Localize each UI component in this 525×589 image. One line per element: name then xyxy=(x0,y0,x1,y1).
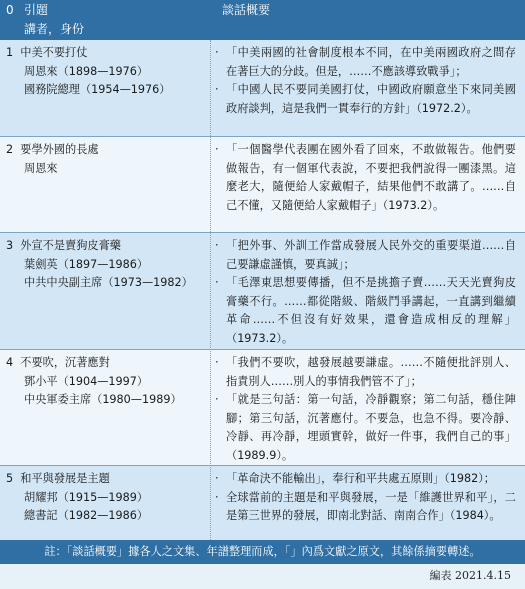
summary-entry: · 「一個醫學代表團在國外看了回來，不敢做報告。他們要做報告，有一個軍代表說，不要把我們說得一團漆黑。這麼老大，隨便給人家戴帽子，結果他們不敢講了。……自己不懂，又隨便給人家戴帽子」（1973.2）。 xyxy=(215,143,516,212)
row-info xyxy=(6,44,204,100)
row-summary xyxy=(214,470,516,526)
speaker-name: 周恩來（1898—1976） xyxy=(24,64,149,78)
row-info xyxy=(6,237,204,293)
row-title: 5 和平與發展是主題 xyxy=(6,472,110,485)
speaker-name: 胡耀邦（1915—1989） xyxy=(24,490,149,504)
table-header xyxy=(0,0,525,40)
speaker-role: 中央軍委主席（1980—1989） xyxy=(24,393,182,406)
row-info xyxy=(6,470,204,526)
row-title: 3 外宣不是賣狗皮膏藥 xyxy=(6,239,121,252)
summary-entry: · 「我們不要吹，越發展越要謙虛。……不隨便批評別人、指責別人……別人的事情我們管不了」； xyxy=(215,356,516,388)
row-summary xyxy=(214,354,516,465)
summary-entry: · 全球當前的主題是和平與發展，一是「維護世界和平」，二是第三世界的發展，即南北對話、南南合作」（1984）。 xyxy=(215,490,516,522)
column-divider xyxy=(210,40,211,540)
credit-date: 編表 2021.4.15 xyxy=(429,569,511,582)
row-title: 1 中美不要打仗 xyxy=(6,46,88,59)
speaker-name: 葉劍英（1897—1986） xyxy=(24,257,149,271)
table-row xyxy=(0,233,525,349)
row-summary xyxy=(214,237,516,348)
speaker-role: 中共中央副主席（1973—1982） xyxy=(24,276,193,289)
summary-entry: · 「革命決不能輸出」，奉行和平共處五原則」（1982）； xyxy=(215,472,495,485)
table-row xyxy=(0,350,525,465)
speaker-name: 周恩來 xyxy=(24,161,58,175)
summary-entry: · 「毛澤東思想要傳播，但不是挑擔子賣……天天光賣狗皮膏藥不行。……都從階級、階級鬥爭講起，一直講到繼續革命……不但沒有好效果，還會造成相反的理解」（1973.2）。 xyxy=(215,276,516,345)
row-title: 2 要學外國的長處 xyxy=(6,143,99,156)
speaker-role: 國務院總理（1954—1976） xyxy=(24,83,171,96)
row-summary xyxy=(214,141,516,215)
row-summary xyxy=(214,44,516,118)
table-row xyxy=(0,40,525,136)
header-summary: 談話概要 xyxy=(222,3,271,17)
summary-entry: · 「中國人民不要同美國打仗，中國政府願意坐下來同美國政府談判，這是我們一貫奉行的方針」（1972.2）。 xyxy=(215,83,516,115)
summary-entry: · 「就是三句話：第一句話，冷靜觀察；第二句話，穩住陣腳；第三句話，沉著應付。不要急，也急不得。要冷靜、冷靜、再冷靜，埋頭實幹，做好一件事，我們自己的事」（1989.9）。 xyxy=(215,393,516,462)
table-row xyxy=(0,466,525,540)
summary-entry: · 「把外事、外訓工作當成發展人民外交的重要渠道……自己要謙虛謹慎，要真誠」； xyxy=(215,239,516,271)
row-title: 4 不要吹，沉著應對 xyxy=(6,356,110,369)
row-info xyxy=(6,141,204,178)
table-row xyxy=(0,137,525,232)
header-speaker: 講者，身份 xyxy=(24,22,85,36)
speaker-name: 鄧小平（1904—1997） xyxy=(24,374,149,388)
footnote: 註：「談話概要」據各人之文集、年譜整理而成，「」內爲文獻之原文，其餘係摘要轉述。 xyxy=(0,540,525,564)
header-title: 引題 xyxy=(24,3,49,17)
summary-entry: · 「中美兩國的社會制度根本不同，在中美兩國政府之間存在著巨大的分歧。但是，……不應該導致戰爭」； xyxy=(215,46,516,78)
row-info xyxy=(6,354,204,410)
speaker-role: 總書記（1982—1986） xyxy=(24,509,149,522)
header-number: 0 xyxy=(6,3,14,17)
